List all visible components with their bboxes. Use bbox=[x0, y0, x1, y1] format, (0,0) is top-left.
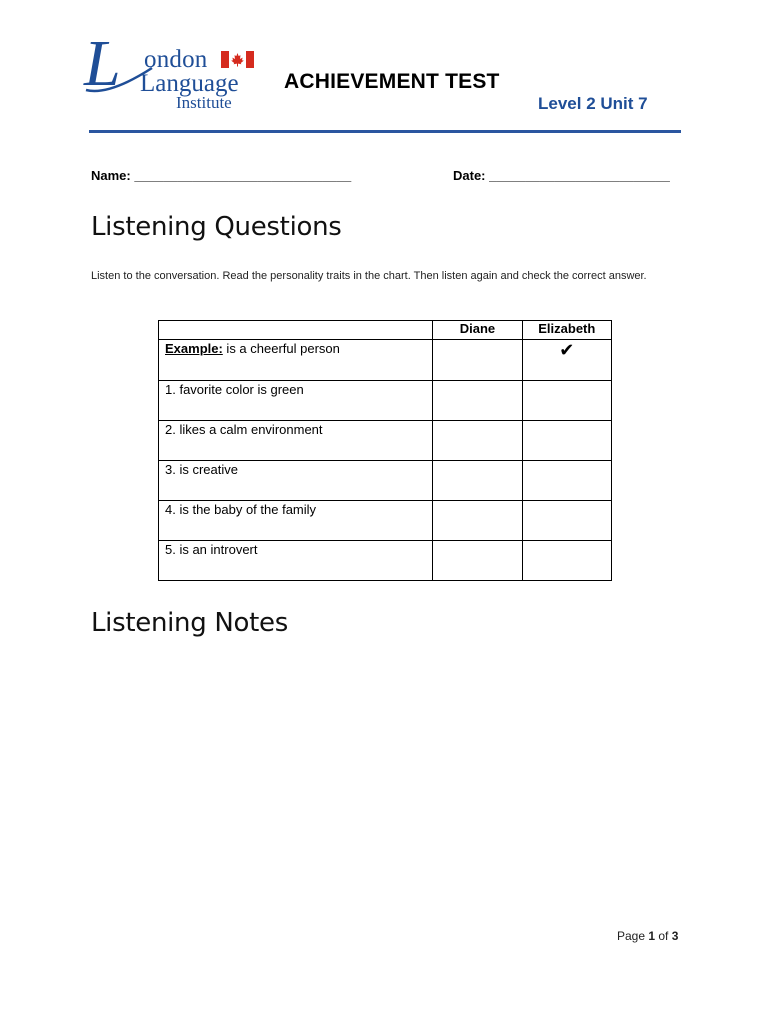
diane-answer-cell[interactable] bbox=[433, 541, 522, 581]
diane-answer-cell[interactable] bbox=[433, 421, 522, 461]
table-row bbox=[159, 541, 612, 581]
elizabeth-answer-cell[interactable] bbox=[522, 381, 611, 421]
table-header-row bbox=[159, 321, 612, 340]
page-current: 1 bbox=[648, 929, 656, 943]
page-title: ACHIEVEMENT TEST bbox=[284, 70, 500, 93]
header-divider bbox=[89, 130, 681, 133]
trait-cell: 2. likes a calm environment bbox=[159, 421, 433, 461]
page-total: 3 bbox=[671, 929, 679, 943]
page-number bbox=[617, 929, 678, 943]
checkmark-icon: ✔ bbox=[559, 340, 575, 360]
personality-traits-table bbox=[158, 320, 612, 581]
table-row bbox=[159, 461, 612, 501]
example-elizabeth-cell[interactable] bbox=[522, 340, 611, 381]
trait-cell: 4. is the baby of the family bbox=[159, 501, 433, 541]
elizabeth-answer-cell[interactable] bbox=[522, 541, 611, 581]
elizabeth-answer-cell[interactable] bbox=[522, 421, 611, 461]
logo bbox=[84, 27, 264, 116]
example-text: is a cheerful person bbox=[222, 341, 340, 356]
name-field[interactable]: Name: ______________________________ bbox=[91, 168, 352, 183]
trait-cell: 1. favorite color is green bbox=[159, 381, 433, 421]
table-row bbox=[159, 381, 612, 421]
table-row bbox=[159, 501, 612, 541]
example-label: Example: bbox=[165, 341, 223, 356]
diane-answer-cell[interactable] bbox=[433, 381, 522, 421]
listening-notes-heading: Listening Notes bbox=[91, 608, 288, 638]
canada-flag-icon bbox=[221, 51, 254, 68]
example-trait-cell bbox=[159, 340, 433, 381]
elizabeth-answer-cell[interactable] bbox=[522, 501, 611, 541]
logo-line-language: Language bbox=[140, 70, 239, 97]
diane-answer-cell[interactable] bbox=[433, 501, 522, 541]
logo-line-london: ondon bbox=[144, 46, 208, 73]
page-middle: of bbox=[655, 929, 672, 943]
table-header-diane: Diane bbox=[433, 321, 522, 340]
date-field[interactable]: Date: _________________________ bbox=[453, 168, 670, 183]
level-unit-label: Level 2 Unit 7 bbox=[538, 94, 648, 113]
trait-cell: 5. is an introvert bbox=[159, 541, 433, 581]
table-header-elizabeth: Elizabeth bbox=[522, 321, 611, 340]
trait-cell: 3. is creative bbox=[159, 461, 433, 501]
table-row-example bbox=[159, 340, 612, 381]
logo-big-letter: L bbox=[84, 27, 121, 100]
table-row bbox=[159, 421, 612, 461]
diane-answer-cell[interactable] bbox=[433, 461, 522, 501]
elizabeth-answer-cell[interactable] bbox=[522, 461, 611, 501]
page-prefix: Page bbox=[617, 929, 649, 943]
listening-questions-heading: Listening Questions bbox=[91, 212, 342, 242]
example-diane-cell[interactable] bbox=[433, 340, 522, 381]
logo-line-institute: Institute bbox=[176, 93, 232, 112]
table-header-trait bbox=[159, 321, 433, 340]
instructions-text: Listen to the conversation. Read the personality traits in the chart. Then listen again and check the correct answer. bbox=[91, 270, 647, 282]
